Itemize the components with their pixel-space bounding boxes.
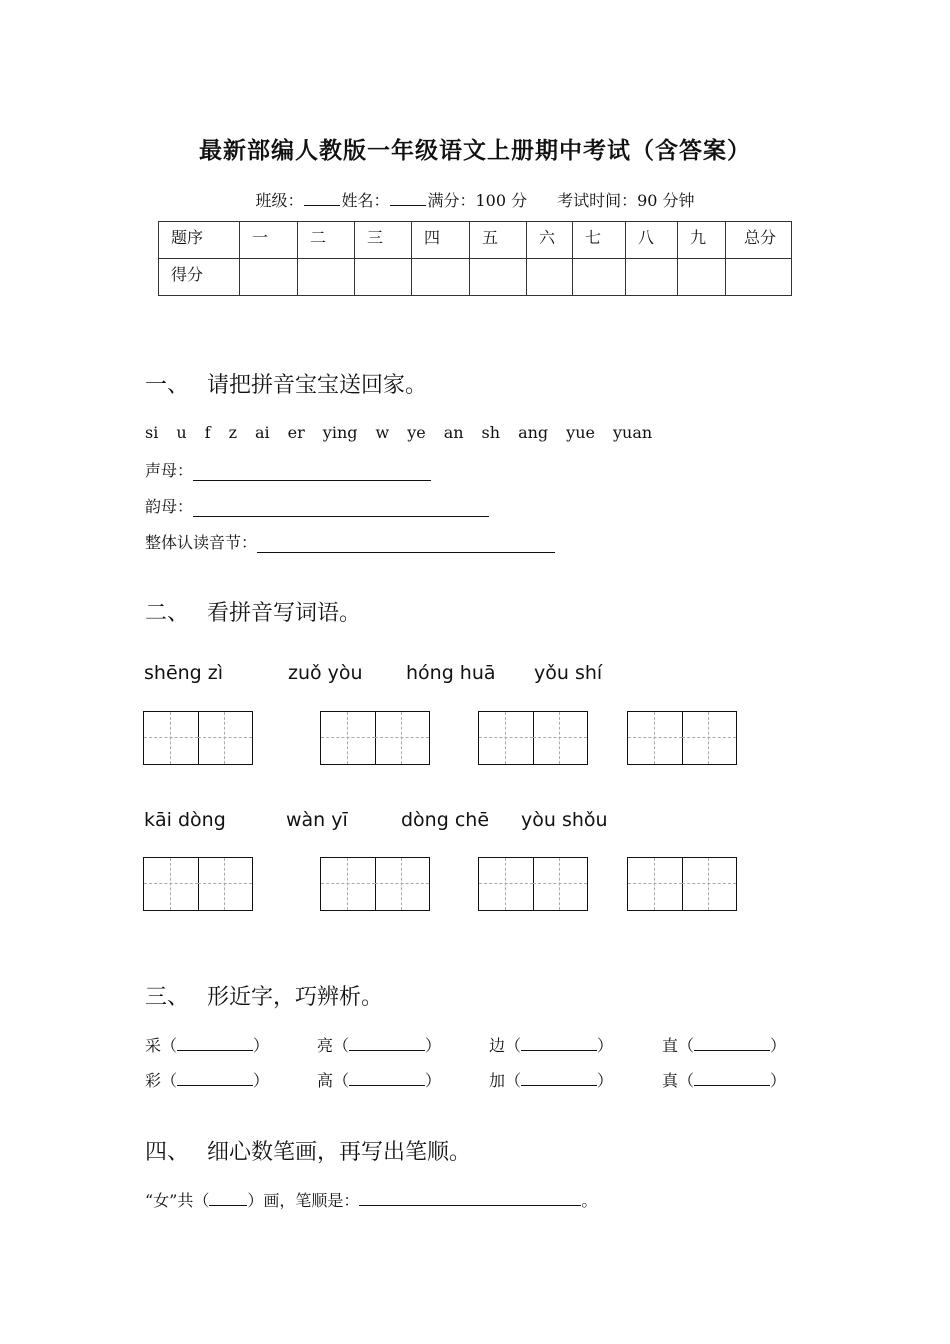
score-cell[interactable]	[412, 259, 470, 296]
score-cell[interactable]	[298, 259, 355, 296]
pinyin-word: kāi dòng	[144, 809, 226, 831]
page-title: 最新部编人教版一年级语文上册期中考试（含答案）	[199, 137, 751, 164]
score-table-score-row	[159, 259, 792, 296]
writing-grid[interactable]	[320, 711, 430, 765]
char: 真	[662, 1071, 679, 1090]
char-pair	[145, 1068, 269, 1091]
char-pair	[662, 1068, 786, 1091]
shengmu-blank[interactable]	[193, 464, 431, 481]
section-title: 看拼音写词语。	[207, 601, 362, 626]
syllable-list	[145, 423, 670, 442]
table-header-cell: 题序	[159, 222, 240, 259]
table-header-cell: 八	[626, 222, 678, 259]
word-blank[interactable]	[177, 1071, 253, 1086]
table-header-cell: 五	[470, 222, 527, 259]
char-pair	[662, 1033, 786, 1056]
paren-close: ）	[425, 1071, 442, 1090]
char: 加	[489, 1071, 506, 1090]
exam-time: 考试时间：90 分钟	[557, 191, 695, 210]
syllable: yue	[566, 423, 595, 442]
word-blank[interactable]	[177, 1036, 253, 1051]
question-text: ）画，笔顺是：	[247, 1191, 360, 1210]
syllable: f	[204, 423, 211, 442]
full-score: 满分：100 分	[427, 191, 528, 210]
table-header-cell: 四	[412, 222, 470, 259]
section-number: 一、	[145, 373, 190, 398]
pinyin-word: yòu shǒu	[521, 809, 608, 831]
paren-open: （	[678, 1036, 695, 1055]
section-4-heading	[145, 1135, 471, 1166]
zhengti-label: 整体认读音节：	[145, 533, 258, 552]
syllable: ye	[407, 423, 426, 442]
table-header-cell: 六	[527, 222, 573, 259]
paren-open: （	[505, 1071, 522, 1090]
section-number: 三、	[145, 985, 190, 1010]
score-cell[interactable]	[626, 259, 678, 296]
char-pair	[145, 1033, 269, 1056]
char: 彩	[145, 1071, 162, 1090]
stroke-question	[145, 1188, 597, 1211]
section-1-heading	[145, 368, 427, 399]
class-label: 班级：	[255, 191, 304, 210]
score-cell[interactable]	[240, 259, 298, 296]
section-title: 细心数笔画，再写出笔顺。	[207, 1140, 472, 1165]
paren-close: ）	[597, 1071, 614, 1090]
paren-open: （	[161, 1071, 178, 1090]
yunmu-label: 韵母：	[145, 497, 194, 516]
yunmu-blank[interactable]	[193, 500, 489, 517]
score-cell[interactable]	[527, 259, 573, 296]
stroke-order-blank[interactable]	[359, 1191, 581, 1206]
writing-grid[interactable]	[143, 711, 253, 765]
score-table	[158, 221, 792, 296]
char-pair	[489, 1068, 613, 1091]
paren-open: （	[161, 1036, 178, 1055]
section-3-heading	[145, 980, 383, 1011]
paren-open: （	[678, 1071, 695, 1090]
score-table-header-row	[159, 222, 792, 259]
syllable: ying	[322, 423, 358, 442]
writing-grid[interactable]	[627, 857, 737, 911]
table-row-label: 得分	[159, 259, 240, 296]
question-end: 。	[581, 1191, 598, 1210]
syllable: an	[443, 423, 464, 442]
class-blank[interactable]	[304, 191, 340, 206]
char: 直	[662, 1036, 679, 1055]
paren-close: ）	[770, 1071, 787, 1090]
word-blank[interactable]	[349, 1071, 425, 1086]
word-blank[interactable]	[694, 1036, 770, 1051]
table-header-cell: 一	[240, 222, 298, 259]
name-label: 姓名：	[341, 191, 390, 210]
table-header-cell: 总分	[726, 222, 792, 259]
question-text: “女”共（	[145, 1191, 210, 1210]
paren-close: ）	[770, 1036, 787, 1055]
syllable: w	[375, 423, 390, 442]
pinyin-word: dòng chē	[401, 809, 490, 831]
table-header-cell: 二	[298, 222, 355, 259]
writing-grid[interactable]	[478, 711, 588, 765]
pinyin-word: yǒu shí	[534, 662, 603, 684]
zhengti-line	[145, 530, 555, 553]
paren-close: ）	[597, 1036, 614, 1055]
char: 采	[145, 1036, 162, 1055]
syllable: z	[228, 423, 237, 442]
paren-close: ）	[253, 1071, 270, 1090]
char-pair	[317, 1033, 441, 1056]
shengmu-line	[145, 458, 431, 481]
paren-close: ）	[425, 1036, 442, 1055]
score-cell[interactable]	[470, 259, 527, 296]
writing-grid[interactable]	[143, 857, 253, 911]
section-title: 请把拼音宝宝送回家。	[207, 373, 428, 398]
word-blank[interactable]	[349, 1036, 425, 1051]
syllable: er	[287, 423, 305, 442]
paren-open: （	[505, 1036, 522, 1055]
section-2-heading	[145, 596, 361, 627]
syllable: yuan	[612, 423, 653, 442]
writing-grid[interactable]	[478, 857, 588, 911]
char-pair	[317, 1068, 441, 1091]
table-header-cell: 七	[573, 222, 626, 259]
pinyin-word: wàn yī	[286, 809, 348, 831]
shengmu-label: 声母：	[145, 461, 194, 480]
paren-open: （	[333, 1036, 350, 1055]
writing-grid[interactable]	[320, 857, 430, 911]
section-number: 二、	[145, 601, 190, 626]
paren-close: ）	[253, 1036, 270, 1055]
score-cell[interactable]	[678, 259, 726, 296]
syllable: ang	[518, 423, 549, 442]
score-cell[interactable]	[573, 259, 626, 296]
pinyin-word: shēng zì	[144, 662, 224, 684]
writing-grid[interactable]	[627, 711, 737, 765]
name-blank[interactable]	[390, 191, 426, 206]
yunmu-line	[145, 494, 489, 517]
pinyin-word: zuǒ yòu	[288, 662, 363, 684]
zhengti-blank[interactable]	[257, 536, 555, 553]
syllable: sh	[481, 423, 501, 442]
char: 高	[317, 1071, 334, 1090]
table-header-cell: 三	[355, 222, 412, 259]
syllable: u	[176, 423, 187, 442]
pinyin-word: hóng huā	[406, 662, 496, 684]
score-cell[interactable]	[355, 259, 412, 296]
stroke-count-blank[interactable]	[209, 1191, 247, 1206]
char-pair	[489, 1033, 613, 1056]
word-blank[interactable]	[521, 1071, 597, 1086]
char: 边	[489, 1036, 506, 1055]
char: 亮	[317, 1036, 334, 1055]
syllable: si	[145, 423, 159, 442]
word-blank[interactable]	[521, 1036, 597, 1051]
syllable: ai	[255, 423, 270, 442]
paren-open: （	[333, 1071, 350, 1090]
section-title: 形近字，巧辨析。	[207, 985, 384, 1010]
section-number: 四、	[145, 1140, 190, 1165]
score-cell[interactable]	[726, 259, 792, 296]
word-blank[interactable]	[694, 1071, 770, 1086]
exam-info	[0, 188, 950, 211]
table-header-cell: 九	[678, 222, 726, 259]
